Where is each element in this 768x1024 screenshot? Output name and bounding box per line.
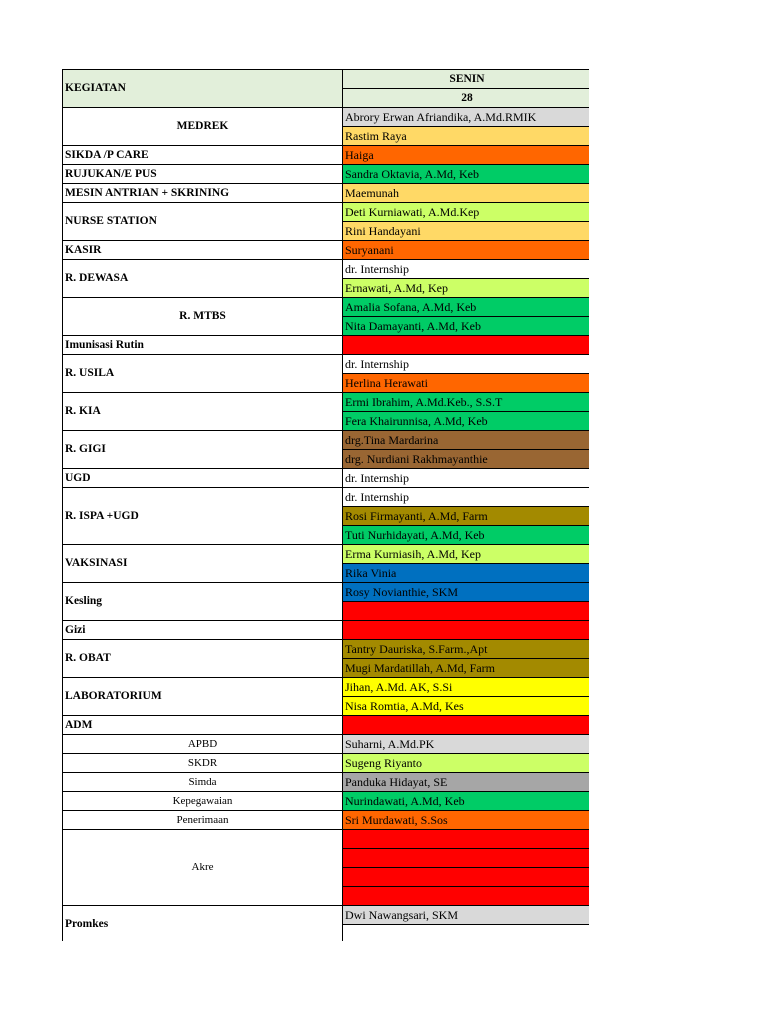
staff-cell[interactable]: Maemunah [343,184,590,203]
schedule-row [63,735,590,754]
staff-cell[interactable]: Panduka Hidayat, SE [343,773,590,792]
schedule-row [63,146,590,165]
staff-cell[interactable]: Nisa Romtia, A.Md, Kes [343,697,590,716]
staff-cell[interactable]: Erma Kurniasih, A.Md, Kep [343,545,590,564]
activity-cell[interactable]: R. MTBS [63,298,343,336]
staff-cell[interactable] [343,868,590,887]
staff-cell[interactable]: Tantry Dauriska, S.Farm.,Apt [343,640,590,659]
staff-cell[interactable]: Tuti Nurhidayati, A.Md, Keb [343,526,590,545]
schedule-row [63,203,590,222]
schedule-row [63,754,590,773]
staff-cell[interactable] [343,602,590,621]
staff-cell[interactable] [343,716,590,735]
date-header[interactable]: 28 [343,89,590,108]
staff-cell[interactable]: Sugeng Riyanto [343,754,590,773]
schedule-row [63,640,590,659]
staff-cell[interactable] [343,925,590,942]
staff-cell[interactable]: Sri Murdawati, S.Sos [343,811,590,830]
staff-cell[interactable]: Jihan, A.Md. AK, S.Si [343,678,590,697]
staff-cell[interactable]: Suharni, A.Md.PK [343,735,590,754]
schedule-row [63,583,590,602]
staff-cell[interactable]: Fera Khairunnisa, A.Md, Keb [343,412,590,431]
staff-cell[interactable]: Rini Handayani [343,222,590,241]
staff-cell[interactable]: Dwi Nawangsari, SKM [343,906,590,925]
staff-cell[interactable]: dr. Internship [343,488,590,507]
activity-cell[interactable]: R. ISPA +UGD [63,488,343,545]
schedule-row [63,792,590,811]
activity-cell[interactable]: MESIN ANTRIAN + SKRINING [63,184,343,203]
staff-cell[interactable]: drg. Nurdiani Rakhmayanthie [343,450,590,469]
activity-cell[interactable]: MEDREK [63,108,343,146]
schedule-body [63,70,590,942]
activity-cell[interactable]: KASIR [63,241,343,260]
staff-cell[interactable]: Nita Damayanti, A.Md, Keb [343,317,590,336]
schedule-row [63,260,590,279]
activity-header[interactable]: KEGIATAN [63,70,343,108]
schedule-row [63,716,590,735]
schedule-table [62,69,589,941]
activity-cell[interactable]: Kepegawaian [63,792,343,811]
schedule-sheet [62,69,589,941]
schedule-row [63,773,590,792]
activity-cell[interactable]: UGD [63,469,343,488]
staff-cell[interactable]: Abrory Erwan Afriandika, A.Md.RMIK [343,108,590,127]
staff-cell[interactable]: Rosy Novianthie, SKM [343,583,590,602]
staff-cell[interactable] [343,336,590,355]
header-row [63,70,590,89]
schedule-row [63,621,590,640]
staff-cell[interactable]: dr. Internship [343,469,590,488]
schedule-row [63,165,590,184]
staff-cell[interactable]: dr. Internship [343,260,590,279]
schedule-row [63,545,590,564]
schedule-row [63,336,590,355]
activity-cell[interactable]: Simda [63,773,343,792]
staff-cell[interactable]: Amalia Sofana, A.Md, Keb [343,298,590,317]
staff-cell[interactable]: Ernawati, A.Md, Kep [343,279,590,298]
schedule-row [63,241,590,260]
schedule-row [63,298,590,317]
activity-cell[interactable]: SKDR [63,754,343,773]
activity-cell[interactable]: VAKSINASI [63,545,343,583]
schedule-row [63,431,590,450]
schedule-row [63,108,590,127]
day-header[interactable]: SENIN [343,70,590,89]
activity-cell[interactable]: Kesling [63,583,343,621]
staff-cell[interactable]: Nurindawati, A.Md, Keb [343,792,590,811]
activity-cell[interactable]: Promkes [63,906,343,942]
activity-cell[interactable]: R. OBAT [63,640,343,678]
staff-cell[interactable]: Rosi Firmayanti, A.Md, Farm [343,507,590,526]
staff-cell[interactable]: drg.Tina Mardarina [343,431,590,450]
schedule-row [63,830,590,849]
staff-cell[interactable]: Mugi Mardatillah, A.Md, Farm [343,659,590,678]
activity-cell[interactable]: R. GIGI [63,431,343,469]
activity-cell[interactable]: Gizi [63,621,343,640]
activity-cell[interactable]: R. USILA [63,355,343,393]
activity-cell[interactable]: LABORATORIUM [63,678,343,716]
staff-cell[interactable]: Haiga [343,146,590,165]
staff-cell[interactable]: Deti Kurniawati, A.Md.Kep [343,203,590,222]
staff-cell[interactable]: Rika Vinia [343,564,590,583]
staff-cell[interactable]: Ermi Ibrahim, A.Md.Keb., S.S.T [343,393,590,412]
staff-cell[interactable] [343,830,590,849]
activity-cell[interactable]: ADM [63,716,343,735]
activity-cell[interactable]: R. DEWASA [63,260,343,298]
activity-cell[interactable]: RUJUKAN/E PUS [63,165,343,184]
staff-cell[interactable]: Sandra Oktavia, A.Md, Keb [343,165,590,184]
staff-cell[interactable]: dr. Internship [343,355,590,374]
schedule-row [63,811,590,830]
staff-cell[interactable] [343,887,590,906]
staff-cell[interactable] [343,849,590,868]
activity-cell[interactable]: NURSE STATION [63,203,343,241]
activity-cell[interactable]: APBD [63,735,343,754]
activity-cell[interactable]: SIKDA /P CARE [63,146,343,165]
activity-cell[interactable]: R. KIA [63,393,343,431]
activity-cell[interactable]: Imunisasi Rutin [63,336,343,355]
staff-cell[interactable]: Rastim Raya [343,127,590,146]
schedule-row [63,393,590,412]
schedule-row [63,906,590,925]
activity-cell[interactable]: Akre [63,830,343,906]
schedule-row [63,184,590,203]
staff-cell[interactable]: Herlina Herawati [343,374,590,393]
schedule-row [63,678,590,697]
staff-cell[interactable] [343,621,590,640]
activity-cell[interactable]: Penerimaan [63,811,343,830]
schedule-row [63,355,590,374]
schedule-row [63,469,590,488]
staff-cell[interactable]: Suryanani [343,241,590,260]
schedule-row [63,488,590,507]
